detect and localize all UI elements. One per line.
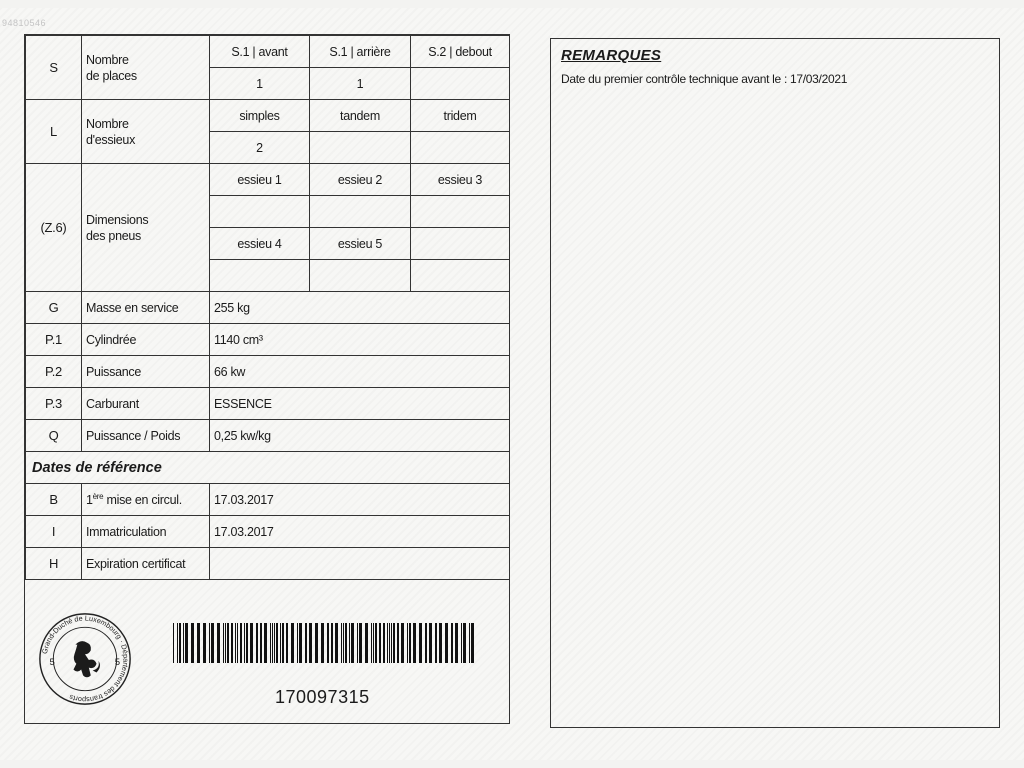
barcode-bar: [223, 623, 224, 663]
date-code: I: [26, 516, 82, 548]
barcode-bar: [173, 623, 174, 663]
date-code: B: [26, 484, 82, 516]
barcode-bar: [225, 623, 226, 663]
barcode-bar: [270, 623, 271, 663]
barcode-bar: [435, 623, 437, 663]
spec-code: P.2: [26, 356, 82, 388]
barcode-bar: [183, 623, 184, 663]
barcode-bar: [357, 623, 358, 663]
barcode-bar: [260, 623, 262, 663]
axles-header-row: [26, 100, 510, 132]
axles-value-2: [310, 132, 411, 164]
date-row-first-reg: [26, 484, 510, 516]
places-value-1: 1: [210, 68, 310, 100]
places-header-1: S.1 | avant: [210, 36, 310, 68]
tyres-header-axle-5: essieu 5: [310, 228, 411, 260]
remarks-text: Date du premier contrôle technique avant le : 17/03/2021: [561, 72, 848, 86]
spec-label: Puissance / Poids: [82, 420, 210, 452]
barcode-bar: [413, 623, 416, 663]
barcode-bar: [345, 623, 347, 663]
spec-value: ESSENCE: [210, 388, 510, 420]
barcode-bar: [227, 623, 229, 663]
barcode-bar: [264, 623, 267, 663]
remarks-title: REMARQUES: [561, 47, 662, 64]
barcode-bar: [451, 623, 453, 663]
barcode-bar: [235, 623, 236, 663]
date-label: Expiration certificat: [82, 548, 210, 580]
seal-left-digit: 5: [49, 656, 55, 668]
date-code: H: [26, 548, 82, 580]
barcode-bar: [429, 623, 432, 663]
tyres-header-axle-1: essieu 1: [210, 164, 310, 196]
barcode-bar: [373, 623, 374, 663]
tyres-value-cell: [310, 196, 411, 228]
axles-header-1: simples: [210, 100, 310, 132]
axles-header-3: tridem: [411, 100, 510, 132]
barcode-bar: [407, 623, 408, 663]
barcode-bar: [445, 623, 448, 663]
date-row-registration: [26, 516, 510, 548]
barcode-bar: [397, 623, 399, 663]
spec-label: Cylindrée: [82, 324, 210, 356]
barcode-bar: [455, 623, 458, 663]
barcode-bar: [274, 623, 275, 663]
axles-label-line1: Nombre: [86, 116, 129, 131]
barcode-bar: [359, 623, 362, 663]
date-value: [210, 548, 510, 580]
axles-value-3: [411, 132, 510, 164]
barcode-bar: [393, 623, 395, 663]
barcode-bar: [375, 623, 377, 663]
barcode-bar: [297, 623, 298, 663]
spec-code: P.3: [26, 388, 82, 420]
axles-label-line2: d'essieux: [86, 132, 136, 147]
barcode: [173, 623, 479, 663]
dates-section-row: [26, 452, 510, 484]
tyres-value-cell: [310, 260, 411, 292]
barcode-bar: [371, 623, 372, 663]
date-value: 17.03.2017: [210, 484, 510, 516]
spec-value: 1140 cm³: [210, 324, 510, 356]
places-label-line1: Nombre: [86, 52, 129, 67]
spec-row-power: [26, 356, 510, 388]
barcode-bar: [419, 623, 422, 663]
axles-code: L: [26, 100, 82, 164]
spec-row-mass: [26, 292, 510, 324]
tyres-header-empty: [411, 228, 510, 260]
tyres-label-line1: Dimensions: [86, 212, 149, 227]
tyres-header-axle-3: essieu 3: [411, 164, 510, 196]
barcode-bar: [391, 623, 392, 663]
spec-value: 66 kw: [210, 356, 510, 388]
places-header-2: S.1 | arrière: [310, 36, 411, 68]
places-header-3: S.2 | debout: [411, 36, 510, 68]
places-label: [82, 36, 210, 100]
tyres-value-cell: [210, 260, 310, 292]
seal-outer-text: Grand-Duché de Luxembourg · Département des transports: [39, 613, 131, 705]
barcode-bar: [272, 623, 273, 663]
barcode-bar: [197, 623, 200, 663]
places-label-line2: de places: [86, 68, 137, 83]
barcode-bar: [387, 623, 388, 663]
vehicle-data-table: [25, 35, 510, 580]
barcode-bar: [217, 623, 220, 663]
barcode-bar: [237, 623, 238, 663]
corner-id: 94810546: [2, 18, 47, 28]
barcode-bar: [276, 623, 278, 663]
barcode-bar: [286, 623, 288, 663]
barcode-bar: [379, 623, 381, 663]
barcode-bar: [471, 623, 474, 663]
seal-right-digit: 5: [114, 656, 121, 668]
barcode-bar: [280, 623, 281, 663]
barcode-bar: [349, 623, 350, 663]
barcode-bar: [341, 623, 342, 663]
barcode-bar: [299, 623, 302, 663]
barcode-bar: [321, 623, 324, 663]
tyres-header-row-1: [26, 164, 510, 196]
vehicle-data-panel: [24, 34, 510, 724]
barcode-bar: [469, 623, 470, 663]
tyres-label: [82, 164, 210, 292]
barcode-bar: [383, 623, 385, 663]
date-row-expiry: [26, 548, 510, 580]
barcode-bar: [191, 623, 194, 663]
spec-label: Masse en service: [82, 292, 210, 324]
barcode-number: 170097315: [275, 687, 370, 707]
date-label-rest: mise en circul.: [103, 493, 182, 508]
spec-label: Carburant: [82, 388, 210, 420]
spec-row-fuel: [26, 388, 510, 420]
date-label-prefix: 1: [86, 493, 93, 508]
barcode-bar: [246, 623, 248, 663]
date-value: 17.03.2017: [210, 516, 510, 548]
spec-label: Puissance: [82, 356, 210, 388]
tyres-value-cell: [210, 196, 310, 228]
barcode-bar: [463, 623, 466, 663]
barcode-bar: [389, 623, 390, 663]
barcode-bar: [365, 623, 368, 663]
department-seal: [37, 611, 133, 707]
barcode-bar: [439, 623, 442, 663]
lion-emblem-icon: [73, 641, 99, 677]
spec-row-displacement: [26, 324, 510, 356]
barcode-bar: [282, 623, 284, 663]
spec-code: Q: [26, 420, 82, 452]
spec-code: P.1: [26, 324, 82, 356]
barcode-bar: [177, 623, 178, 663]
axles-label: [82, 100, 210, 164]
tyres-code: (Z.6): [26, 164, 82, 292]
date-label-sup: ère: [92, 491, 104, 501]
tyres-header-axle-4: essieu 4: [210, 228, 310, 260]
date-label-first-reg: [82, 484, 210, 516]
spec-row-power-weight: [26, 420, 510, 452]
date-label: Immatriculation: [82, 516, 210, 548]
tyres-value-cell: [411, 260, 510, 292]
barcode-bar: [331, 623, 333, 663]
barcode-bar: [179, 623, 181, 663]
barcode-bar: [315, 623, 318, 663]
barcode-bar: [211, 623, 214, 663]
places-value-3: [411, 68, 510, 100]
barcode-bar: [425, 623, 427, 663]
barcode-bar: [401, 623, 404, 663]
certificate-sheet: [0, 8, 1024, 760]
barcode-bar: [409, 623, 411, 663]
barcode-bar: [231, 623, 233, 663]
barcode-bar: [185, 623, 188, 663]
tyres-value-cell: [411, 196, 510, 228]
spec-value: 0,25 kw/kg: [210, 420, 510, 452]
barcode-bar: [203, 623, 206, 663]
barcode-bar: [250, 623, 253, 663]
tyres-label-line2: des pneus: [86, 228, 141, 243]
axles-value-1: 2: [210, 132, 310, 164]
barcode-bar: [461, 623, 462, 663]
barcode-bar: [244, 623, 245, 663]
tyres-header-axle-2: essieu 2: [310, 164, 411, 196]
places-value-2: 1: [310, 68, 411, 100]
dates-section-title: Dates de référence: [26, 452, 510, 484]
barcode-bar: [335, 623, 338, 663]
barcode-bar: [327, 623, 329, 663]
barcode-bar: [351, 623, 354, 663]
barcode-bar: [309, 623, 312, 663]
remarks-panel: [550, 38, 1000, 728]
spec-value: 255 kg: [210, 292, 510, 324]
barcode-bar: [240, 623, 242, 663]
spec-code: G: [26, 292, 82, 324]
barcode-bar: [209, 623, 210, 663]
places-code: S: [26, 36, 82, 100]
barcode-bar: [305, 623, 307, 663]
barcode-bar: [291, 623, 294, 663]
barcode-bar: [343, 623, 344, 663]
axles-header-2: tandem: [310, 100, 411, 132]
places-header-row: [26, 36, 510, 68]
barcode-bar: [256, 623, 258, 663]
stamp-area: [25, 595, 509, 723]
